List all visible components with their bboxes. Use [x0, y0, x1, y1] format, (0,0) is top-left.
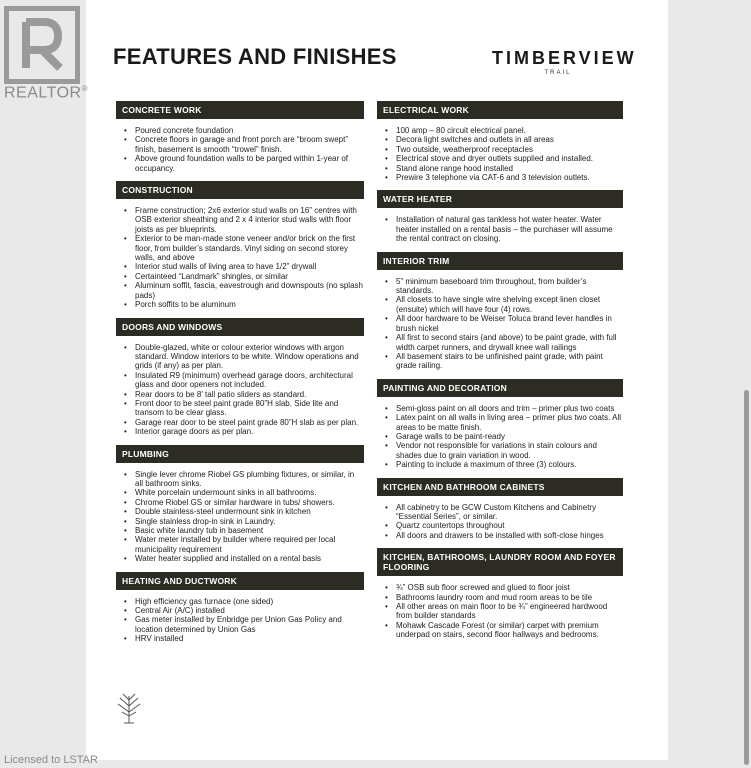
list-item: • Water heater supplied and installed on a rental basis — [124, 554, 364, 563]
list-item: • All first to second stairs (and above) to be paint grade, with full width carpet runners, and drywall knee wall railings — [385, 333, 623, 352]
list-item: • ¾” OSB sub floor screwed and glued to floor joist — [385, 583, 623, 592]
list-item: • Water meter installed by builder where required per local municipality requirement — [124, 535, 364, 554]
list-item: • Front door to be steel paint grade 80”H slab. Side lite and transom to be clear glass. — [124, 399, 364, 418]
list-item: • Gas meter installed by Enbridge per Union Gas Policy and location determined by Union Gas — [124, 615, 364, 634]
section-doors-and-windows — [116, 318, 364, 442]
list-item: • HRV installed — [124, 634, 364, 643]
realtor-logo-icon — [4, 6, 80, 84]
list-item: • Painting to include a maximum of three (3) colours. — [385, 460, 623, 469]
list-item: • Frame construction; 2x6 exterior stud walls on 16” centres with OSB exterior sheathing and 2 x 4 interior stud walls with floor joists as per blueprints. — [124, 206, 364, 234]
list-item: • Rear doors to be 8’ tall patio sliders as standard. — [124, 390, 364, 399]
list-item: • Aluminum soffit, fascia, eavestrough and downspouts (no splash pads) — [124, 281, 364, 300]
section-heating-and-ductwork — [116, 572, 364, 649]
list-item: • 5” minimum baseboard trim throughout, from builder’s standards. — [385, 277, 623, 296]
section-kitchen-and-bathroom-cabinets — [377, 478, 623, 546]
list-item: • Interior stud walls of living area to have 1/2” drywall — [124, 262, 364, 271]
list-item: • Poured concrete foundation — [124, 126, 364, 135]
section-heading: PAINTING AND DECORATION — [377, 379, 623, 397]
list-item: • Porch soffits to be aluminum — [124, 300, 364, 309]
list-item: • All door hardware to be Weiser Toluca brand lever handles in brush nickel — [385, 314, 623, 333]
feature-list — [377, 397, 623, 475]
section-heading: HEATING AND DUCTWORK — [116, 572, 364, 590]
list-item: • 100 amp – 80 circuit electrical panel. — [385, 126, 623, 135]
left-column — [116, 101, 364, 652]
list-item: • Latex paint on all walls in living area – primer plus two coats. All areas to be matte finish. — [385, 413, 623, 432]
list-item: • Concrete floors in garage and front porch are “broom swept” finish, basement is smooth “trowel” finish. — [124, 135, 364, 154]
list-item: • Exterior to be man-made stone veneer and/or brick on the first floor, from builder’s standards. Vinyl siding on second storey walls, and above — [124, 234, 364, 262]
section-water-heater — [377, 190, 623, 248]
list-item: • Certainteed “Landmark” shingles, or similar — [124, 272, 364, 281]
section-heading: KITCHEN AND BATHROOM CABINETS — [377, 478, 623, 496]
list-item: • Mohawk Cascade Forest (or similar) carpet with premium underpad on stairs, second floor hallways and bedrooms. — [385, 621, 623, 640]
list-item: • Single stainless drop-in sink in Laundry. — [124, 517, 364, 526]
license-watermark: Licensed to LSTAR — [4, 754, 98, 766]
list-item: • White porcelain undermount sinks in all bathrooms. — [124, 488, 364, 497]
feature-list — [116, 119, 364, 178]
section-electrical-work — [377, 101, 623, 187]
section-heading: CONSTRUCTION — [116, 181, 364, 199]
section-heading: KITCHEN, BATHROOMS, LAUNDRY ROOM AND FOYER FLOORING — [377, 548, 623, 576]
list-item: • Prewire 3 telephone via CAT-6 and 3 television outlets. — [385, 173, 623, 182]
list-item: • Chrome Riobel GS or similar hardware in tubs/ showers. — [124, 498, 364, 507]
list-item: • Two outside, weatherproof receptacles — [385, 145, 623, 154]
section-kitchen-bathrooms-laundry-room-and-foyer-flooring — [377, 548, 623, 644]
feature-list — [377, 496, 623, 546]
feature-list — [116, 463, 364, 569]
list-item: • Double-glazed, white or colour exterior windows with argon standard. Window interiors to be white. Window operations and grids (if any) as per plan. — [124, 343, 364, 371]
list-item: • All basement stairs to be unfinished paint grade, with paint grade railing. — [385, 352, 623, 371]
section-heading: ELECTRICAL WORK — [377, 101, 623, 119]
page-title: FEATURES AND FINISHES — [113, 44, 397, 69]
list-item: • All doors and drawers to be installed with soft-close hinges — [385, 531, 623, 540]
list-item: • Insulated R9 (minimum) overhead garage doors, architectural glass and door openers not included. — [124, 371, 364, 390]
list-item: • All cabinetry to be GCW Custom Kitchens and Cabinetry “Essential Series”, or similar. — [385, 503, 623, 522]
section-heading: DOORS AND WINDOWS — [116, 318, 364, 336]
feature-list — [116, 336, 364, 442]
section-heading: WATER HEATER — [377, 190, 623, 208]
list-item: • All closets to have single wire shelving except linen closet (ensuite) which will have four (4) rows. — [385, 295, 623, 314]
list-item: • Above ground foundation walls to be parged within 1-year of occupancy. — [124, 154, 364, 173]
brand-name: TIMBERVIEW — [492, 48, 637, 68]
section-construction — [116, 181, 364, 314]
section-painting-and-decoration — [377, 379, 623, 475]
page-scrollbar[interactable] — [744, 390, 749, 765]
list-item: • Single lever chrome Riobel GS plumbing fixtures, or similar, in all bathroom sinks. — [124, 470, 364, 489]
feature-list — [116, 590, 364, 649]
section-heading: CONCRETE WORK — [116, 101, 364, 119]
list-item: • Decora light switches and outlets in all areas — [385, 135, 623, 144]
list-item: • Installation of natural gas tankless hot water heater. Water heater installed on a rental basis – the purchaser will assume the rental contract on closing. — [385, 215, 623, 243]
right-column — [377, 101, 623, 648]
brand-logo — [492, 48, 637, 76]
section-plumbing — [116, 445, 364, 569]
brand-subtitle: TRAIL — [544, 70, 572, 76]
feature-list — [116, 199, 364, 314]
section-interior-trim — [377, 252, 623, 376]
feature-list — [377, 208, 623, 248]
list-item: • Quartz countertops throughout — [385, 521, 623, 530]
list-item: • High efficiency gas furnace (one sided) — [124, 597, 364, 606]
list-item: • Central Air (A/C) installed — [124, 606, 364, 615]
section-concrete-work — [116, 101, 364, 178]
list-item: • Electrical stove and dryer outlets supplied and installed. — [385, 154, 623, 163]
list-item: • Double stainless-steel undermount sink in kitchen — [124, 507, 364, 516]
list-item: • Garage walls to be paint-ready — [385, 432, 623, 441]
list-item: • Basic white laundry tub in basement — [124, 526, 364, 535]
realtor-watermark: REALTOR® — [4, 84, 88, 102]
list-item: • Bathrooms laundry room and mud room areas to be tile — [385, 593, 623, 602]
feature-list — [377, 119, 623, 187]
feature-list — [377, 576, 623, 644]
list-item: • Interior garage doors as per plan. — [124, 427, 364, 436]
list-item: • All other areas on main floor to be ¾” engineered hardwood from builder standards — [385, 602, 623, 621]
tree-icon — [114, 688, 144, 724]
section-heading: PLUMBING — [116, 445, 364, 463]
list-item: • Garage rear door to be steel paint grade 80”H slab as per plan. — [124, 418, 364, 427]
list-item: • Semi-gloss paint on all doors and trim – primer plus two coats — [385, 404, 623, 413]
list-item: • Vendor not responsible for variations in stain colours and shades due to grain variation in wood. — [385, 441, 623, 460]
section-heading: INTERIOR TRIM — [377, 252, 623, 270]
feature-list — [377, 270, 623, 376]
list-item: • Stand alone range hood installed — [385, 164, 623, 173]
